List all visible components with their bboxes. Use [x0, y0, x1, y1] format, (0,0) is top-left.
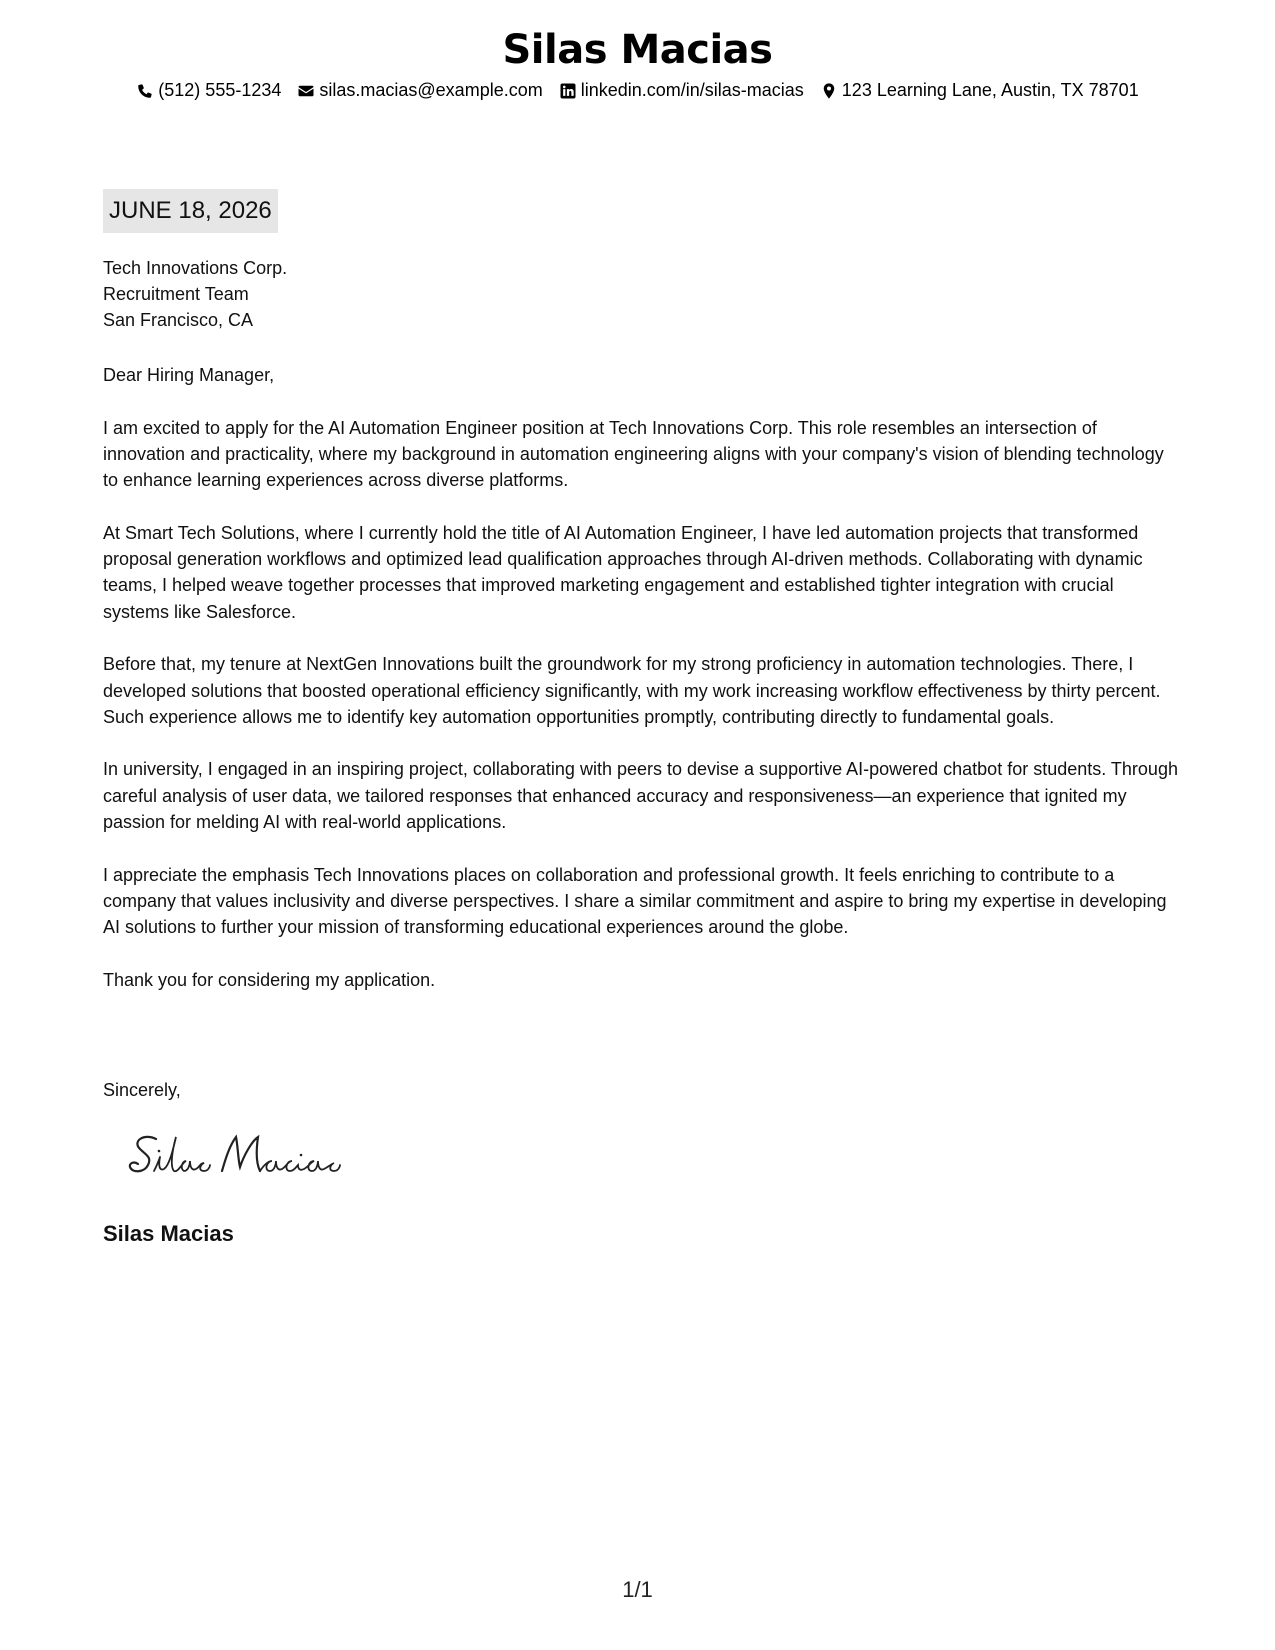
- recipient-location: San Francisco, CA: [103, 310, 254, 330]
- handwritten-signature: [126, 1127, 356, 1183]
- body-paragraph: I am excited to apply for the AI Automation Engineer position at Tech Innovations Corp. This role resembles an intersection of innovation and practicality, where my background in automation engineering aligns with your company's vision of blending technology to enhance learning experiences across diverse platforms.: [103, 417, 1164, 491]
- envelope-icon: [297, 82, 315, 100]
- applicant-name: Silas Macias: [502, 27, 773, 73]
- contact-linkedin: [559, 80, 804, 101]
- contact-bar: [0, 80, 1275, 101]
- phone-icon: [136, 82, 154, 100]
- signature-printed-name: Silas Macias: [103, 1221, 234, 1246]
- body-paragraph: In university, I engaged in an inspiring project, collaborating with peers to devise a supportive AI-powered chatbot for students. Through careful analysis of user data, we tailored responses that enhanced accuracy and responsiveness—an experience that ignited my passion for melding AI with real-world applications.: [103, 759, 1178, 833]
- contact-phone: [136, 80, 281, 101]
- recipient-company: Tech Innovations Corp.: [103, 258, 288, 278]
- contact-address: [820, 80, 1139, 101]
- salutation: Dear Hiring Manager,: [103, 365, 275, 385]
- letter-date: JUNE 18, 2026: [103, 189, 278, 233]
- address-text: 123 Learning Lane, Austin, TX 78701: [841, 80, 1139, 100]
- body-paragraph: Before that, my tenure at NextGen Innovations built the groundwork for my strong proficiency in automation technologies. There, I developed solutions that boosted operational efficiency significantly, with my work increasing workflow effectiveness by thirty percent. Such experience allows me to identify key automation opportunities promptly, contributing directly to fundamental goals.: [103, 654, 1161, 727]
- map-pin-icon: [820, 82, 838, 100]
- linkedin-link[interactable]: linkedin.com/in/silas-macias: [580, 80, 804, 100]
- recipient-block: [103, 255, 287, 333]
- phone-text: (512) 555-1234: [158, 80, 282, 100]
- recipient-team: Recruitment Team: [103, 284, 249, 304]
- linkedin-icon: [559, 82, 577, 100]
- thank-you-line: Thank you for considering my application.: [103, 969, 436, 990]
- contact-email: [297, 80, 542, 101]
- page-number: 1/1: [622, 1577, 653, 1602]
- closing-line: Sincerely,: [103, 1080, 181, 1100]
- letter-body: [103, 362, 1178, 1019]
- body-paragraph: At Smart Tech Solutions, where I currently hold the title of AI Automation Engineer, I have led automation projects that transformed proposal generation workflows and optimized lead qualification approaches through AI-driven methods. Collaborating with dynamic teams, I helped weave together processes that improved marketing engagement and established tighter integration with crucial systems like Salesforce.: [103, 522, 1143, 622]
- body-paragraph: I appreciate the emphasis Tech Innovations places on collaboration and professional growth. It feels enriching to contribute to a company that values inclusivity and diverse perspectives. I share a similar commitment and aspire to bring my expertise in developing AI solutions to further your mission of transforming educational experiences around the globe.: [103, 864, 1167, 938]
- email-link[interactable]: silas.macias@example.com: [319, 80, 543, 100]
